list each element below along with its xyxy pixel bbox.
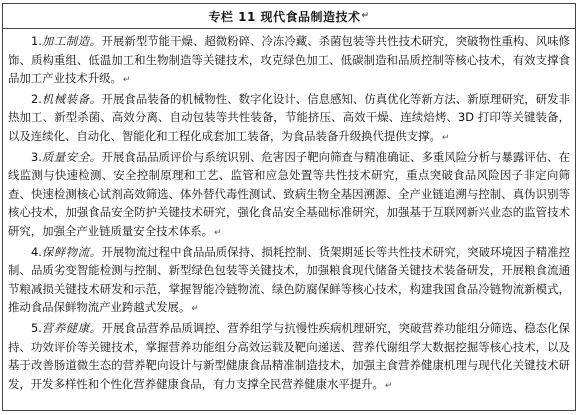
section-tag: 质量安全。: [41, 149, 102, 164]
section-number: 3.: [31, 149, 42, 164]
section-preservation-logistics: [8, 243, 570, 319]
section-text: 开展食品装备的机械物性、数字化设计、信息感知、仿真优化等新方法、新原理研究，研发非热加工、新型杀菌、高效分离、自动包装等共性装备，节能挤压、高效干燥、连续焙烤、3D 打印等关键装备，以及连续化、自动化、智能化和工程化成套加工装备，为食品装备升级换代提供支撑。: [8, 91, 570, 143]
paragraph-mark-icon: ↵: [361, 11, 370, 21]
section-number: 2.: [31, 91, 42, 106]
section-equipment: [8, 90, 570, 148]
section-nutrition-health: [8, 319, 570, 395]
column-box: [2, 3, 576, 411]
paragraph-mark-icon: ↵: [122, 75, 131, 86]
paragraph-mark-icon: ↵: [191, 304, 199, 315]
section-tag: 保鲜物流。: [41, 244, 102, 259]
section-text: 开展物流过程中食品品质保持、损耗控制、货架期延长等共性技术研究，突破环境因子精准控制、品质劣变智能检测与控制、新型绿色包装等关键技术，加强粮食现代储备关键技术装备研发，开展粮食流通节粮减损关键技术研发和示范，掌握智能冷链物流、绿色防腐保鲜等核心技术，构建我国食品冷链物流新模式，推动食品保鲜物流产业跨越式发展。: [8, 244, 570, 315]
section-number: 4.: [31, 244, 42, 259]
paragraph-mark-icon: ↵: [441, 132, 450, 143]
column-title: [3, 4, 575, 29]
section-text: 开展新型节能干燥、超微粉碎、冷冻冷藏、杀菌包装等共性技术研究，突破物性重构、风味修饰、质构重组、低温加工和生物制造等关键技术，攻克绿色加工、低碳制造和品质控制等核心技术，有效支撑食品加工产业技术升级。: [8, 34, 570, 86]
section-number: 5.: [31, 320, 42, 335]
paragraph-mark-icon: ↵: [384, 380, 393, 391]
section-text: 开展食品营养品质调控、营养组学与抗慢性疾病机理研究，突破营养功能组分筛选、稳态化保持、功效评价等关键技术，掌握营养功能组分高效运载及靶向递送、营养代谢组学大数据挖掘等核心技术，以及基于改善肠道微生态的营养靶向设计与新型健康食品精准制造技术，加强主食营养健康机理与现代化关键技术研发，开发多样性和个性化营养健康食品，有力支撑全民营养健康水平提升。: [8, 320, 570, 391]
section-text: 开展食品品质评价与系统识别、危害因子靶向筛查与精准确证、多重风险分析与暴露评估、在线监测与快速检测、安全控制原理和工艺、监管和应急处置等共性技术研究，重点突破食品风险因子非定向筛查、快速检测核心试剂高效筛选、体外替代毒性测试、致病生物全基因溯源、全产业链追溯与控制、真伪识别等核心技术，加强食品安全防护关键技术研究，强化食品安全基础标准研究，加强基于互联网新兴业态的监管技术研究，加强全产业链质量安全技术体系。: [8, 149, 570, 238]
section-quality-safety: [8, 148, 570, 243]
section-tag: 营养健康。: [41, 320, 102, 335]
section-tag: 加工制造。: [41, 34, 102, 48]
paragraph-mark-icon: ↵: [214, 227, 222, 238]
column-title-text: 专栏 11 现代食品制造技术: [208, 9, 361, 24]
section-processing: [8, 32, 570, 90]
column-content: [3, 29, 575, 395]
section-tag: 机械装备。: [41, 91, 102, 106]
section-number: 1.: [31, 34, 42, 48]
